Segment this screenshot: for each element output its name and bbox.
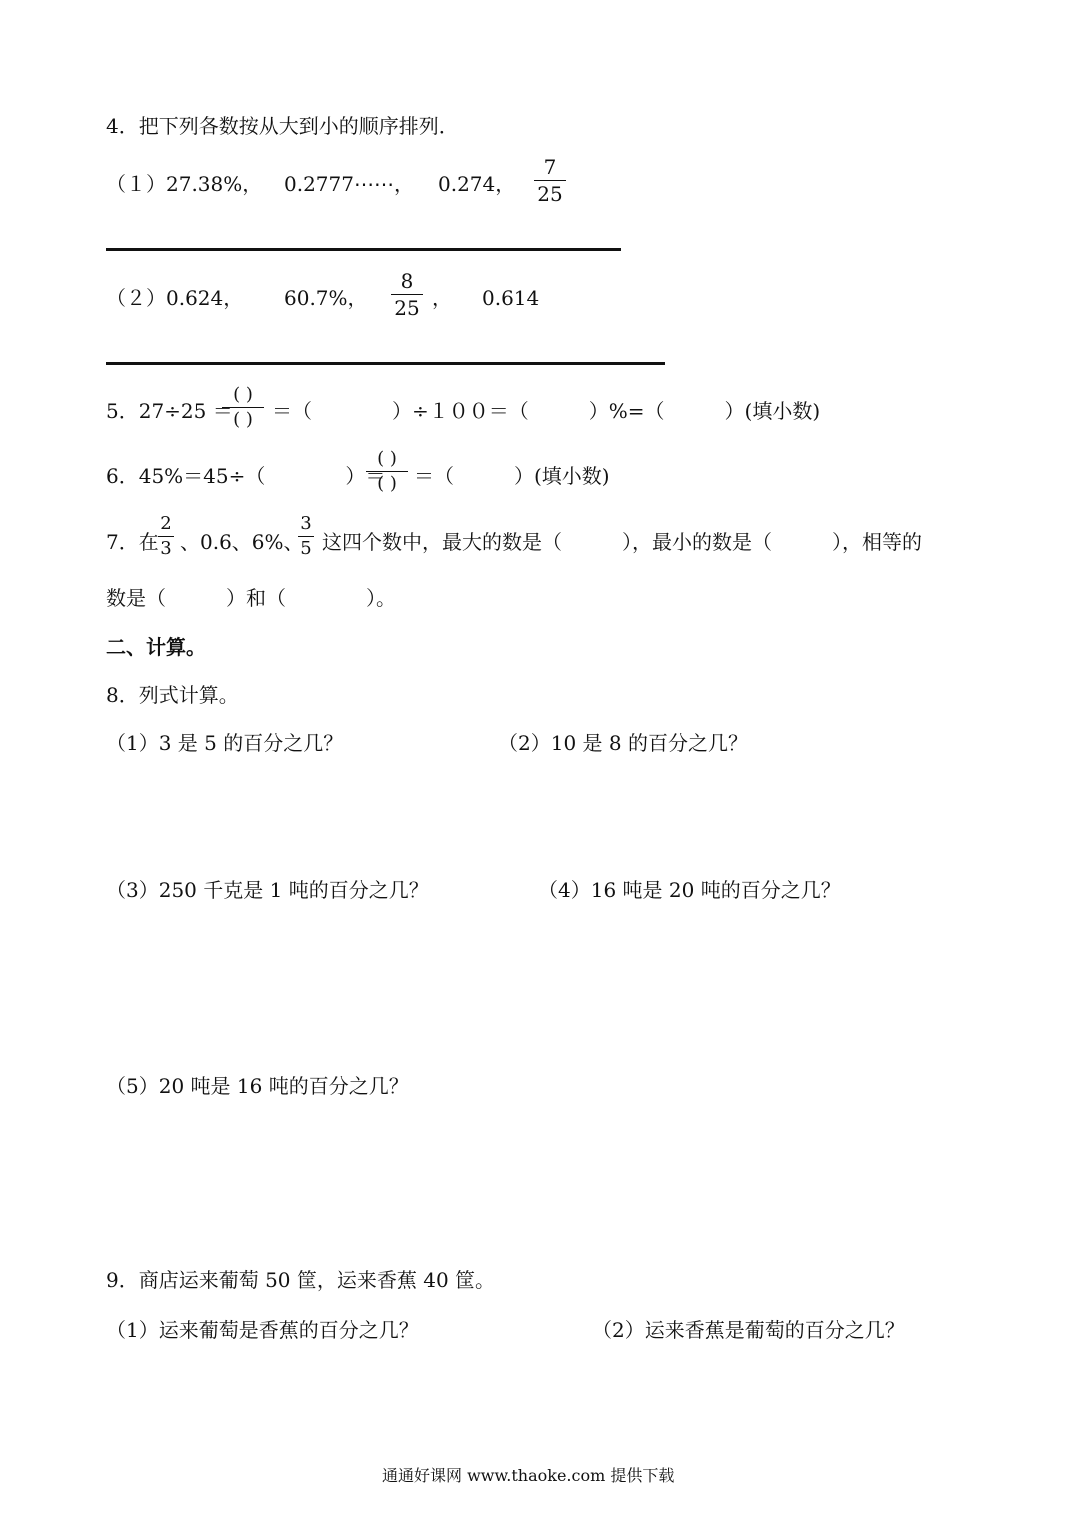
fraction-denominator: 25	[537, 182, 563, 206]
q7-lead: 7．在	[106, 530, 159, 554]
q4-part1-label: （１）27.38%，	[106, 172, 263, 196]
q8-item-4: （4）16 吨是 20 吨的百分之几？	[538, 878, 841, 902]
q4-part2-value4: 0.614	[482, 286, 540, 310]
q4-title: 4．把下列各数按从大到小的顺序排列．	[106, 114, 459, 138]
fraction-denominator: 5	[300, 538, 312, 559]
fraction-numerator: 7	[543, 155, 557, 179]
q7-line2: 数是（ ）和（ ）。	[106, 586, 396, 610]
fraction-bar	[298, 536, 314, 537]
q5-fraction	[222, 386, 264, 429]
q4-part2-answer-line	[106, 362, 665, 365]
q6-fraction	[366, 450, 408, 493]
fraction-numerator: 3	[300, 513, 312, 534]
q8-item-2: （2）10 是 8 的百分之几？	[498, 731, 748, 755]
fraction-numerator: ( )	[233, 384, 253, 405]
q7-fraction-1	[158, 515, 174, 558]
q9-title: 9．商店运来葡萄 50 筐，运来香蕉 40 筐。	[106, 1268, 496, 1292]
page-footer: 通通好课网 www.thaoke.com 提供下载	[382, 1466, 675, 1485]
fraction-bar	[222, 407, 264, 408]
q6-lead: 6．45%＝45÷（ ）＝	[106, 464, 386, 488]
q4-part1-answer-line	[106, 248, 621, 251]
fraction-bar	[366, 471, 408, 472]
section-2-heading: 二、计算。	[106, 635, 206, 659]
q4-part1-fraction	[534, 157, 566, 204]
fraction-bar	[391, 294, 423, 295]
q6-tail: ＝（ ）(填小数)	[414, 464, 610, 488]
q8-item-3: （3）250 千克是 1 吨的百分之几？	[106, 878, 429, 902]
fraction-denominator: 25	[394, 296, 420, 320]
fraction-numerator: 8	[400, 269, 414, 293]
fraction-numerator: 2	[160, 513, 172, 534]
q7-tail: 这四个数中，最大的数是（ ），最小的数是（ ），相等的	[322, 530, 922, 554]
q4-part2-fraction	[391, 271, 423, 318]
q8-item-5: （5）20 吨是 16 吨的百分之几？	[106, 1074, 409, 1098]
fraction-bar	[158, 536, 174, 537]
q4-part2-value2: 60.7%，	[284, 286, 368, 310]
q4-part2-comma: ，	[432, 286, 452, 310]
q4-part1-value3: 0.274，	[438, 172, 516, 196]
q7-middle: 、0.6、6%、	[180, 530, 304, 554]
q4-part1-value2: 0.2777⋯⋯，	[284, 172, 414, 196]
fraction-bar	[534, 180, 566, 181]
q9-item-2: （2）运来香蕉是葡萄的百分之几？	[592, 1318, 905, 1342]
fraction-denominator: ( )	[377, 473, 397, 494]
q8-title: 8．列式计算。	[106, 683, 239, 707]
q8-item-1: （1）3 是 5 的百分之几？	[106, 731, 344, 755]
fraction-numerator: ( )	[377, 448, 397, 469]
fraction-denominator: 3	[160, 538, 172, 559]
q7-fraction-2	[298, 515, 314, 558]
q5-lead: 5．27÷25 ＝	[106, 399, 233, 423]
q5-tail: ＝（ ）÷１００＝（ ）%=（ ）(填小数)	[272, 399, 821, 423]
fraction-denominator: ( )	[233, 409, 253, 430]
q9-item-1: （1）运来葡萄是香蕉的百分之几？	[106, 1318, 419, 1342]
q4-part2-label: （２）0.624，	[106, 286, 244, 310]
